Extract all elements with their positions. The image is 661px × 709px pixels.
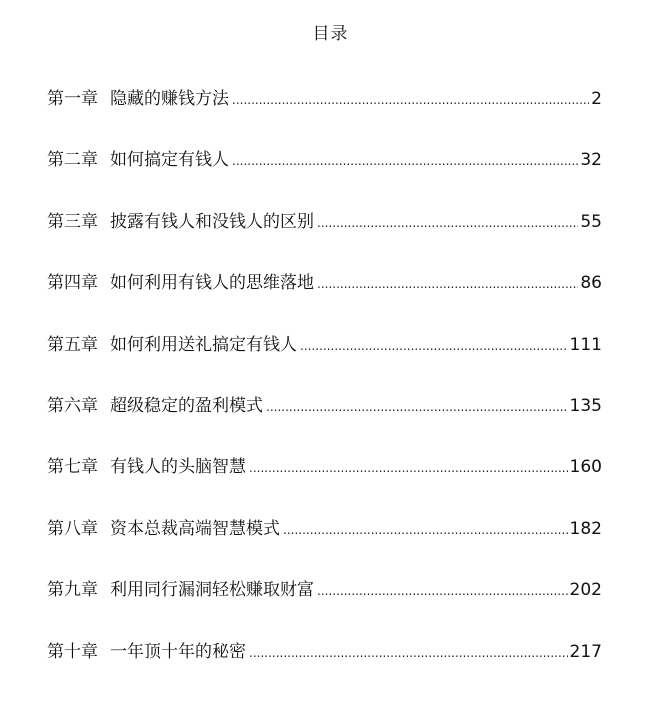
page-number: 160 <box>569 457 602 478</box>
dot-leader <box>300 333 568 358</box>
chapter-title: 隐藏的赚钱方法 <box>110 89 229 109</box>
toc-entry[interactable] <box>47 210 602 234</box>
table-of-contents <box>47 87 602 664</box>
toc-entry[interactable] <box>47 578 602 602</box>
chapter-title: 一年顶十年的秘密 <box>110 641 246 662</box>
chapter-number: 第七章 <box>47 457 98 478</box>
chapter-number: 第六章 <box>47 395 98 416</box>
chapter-title: 披露有钱人和没钱人的区别 <box>110 211 314 232</box>
page-number: 55 <box>580 211 602 232</box>
dot-leader <box>232 87 589 112</box>
chapter-title: 如何利用送礼搞定有钱人 <box>110 334 297 355</box>
toc-entry[interactable] <box>47 517 602 541</box>
dot-leader <box>317 578 568 603</box>
dot-leader <box>283 517 568 542</box>
dot-leader <box>249 455 568 480</box>
chapter-title: 如何利用有钱人的思维落地 <box>110 273 314 294</box>
dot-leader <box>249 640 568 665</box>
page-number: 217 <box>569 641 602 662</box>
toc-entry[interactable] <box>47 640 602 664</box>
page-number: 32 <box>580 150 602 171</box>
page-number: 111 <box>569 334 602 355</box>
toc-entry[interactable] <box>47 455 602 479</box>
page-number: 202 <box>569 580 602 601</box>
page-number: 135 <box>569 395 602 416</box>
chapter-title: 如何搞定有钱人 <box>110 150 229 171</box>
chapter-number: 第二章 <box>47 150 98 171</box>
dot-leader <box>232 148 578 173</box>
page-number: 86 <box>580 273 602 294</box>
chapter-number: 第十章 <box>47 641 98 662</box>
toc-entry[interactable] <box>47 87 602 111</box>
toc-entry[interactable] <box>47 333 602 357</box>
toc-entry[interactable] <box>47 271 602 295</box>
dot-leader <box>317 271 578 296</box>
chapter-number: 第八章 <box>47 518 98 539</box>
toc-title: 目录 <box>312 24 349 44</box>
chapter-number: 第九章 <box>47 580 98 601</box>
chapter-number: 第四章 <box>47 273 98 294</box>
dot-leader <box>266 394 568 419</box>
dot-leader <box>317 210 578 235</box>
chapter-title: 资本总裁高端智慧模式 <box>110 518 280 539</box>
chapter-number: 第五章 <box>47 334 98 355</box>
page-number: 182 <box>569 518 602 539</box>
toc-entry[interactable] <box>47 394 602 418</box>
chapter-number: 第三章 <box>47 211 98 232</box>
toc-entry[interactable] <box>47 148 602 172</box>
chapter-title: 有钱人的头脑智慧 <box>110 457 246 478</box>
page-number: 2 <box>591 89 602 109</box>
chapter-title: 超级稳定的盈利模式 <box>110 395 263 416</box>
chapter-number: 第一章 <box>47 89 98 109</box>
chapter-title: 利用同行漏洞轻松赚取财富 <box>110 580 314 601</box>
